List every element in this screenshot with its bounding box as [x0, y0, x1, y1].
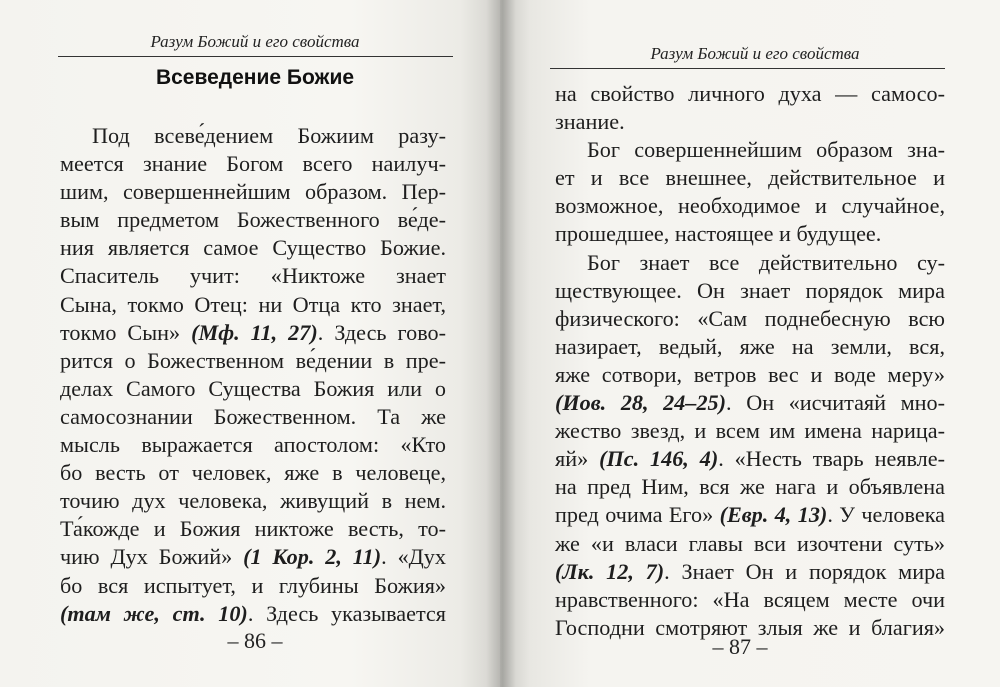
- text-line: [60, 431, 446, 459]
- text-line: [555, 249, 945, 277]
- text-line: [555, 361, 945, 389]
- right-page-number: – 87 –: [712, 634, 768, 659]
- text-run: Бог совершеннейшим образом зна-: [587, 137, 945, 163]
- text-line: [60, 150, 446, 178]
- text-run: ществующее. Он знает порядок мира: [555, 277, 945, 303]
- text-run: бо вся испытует, и глубины Божия»: [60, 572, 446, 598]
- text-run: . «Дух: [381, 544, 446, 570]
- text-run: возможное, необходимое и случайное,: [555, 193, 945, 219]
- text-line: [60, 572, 446, 600]
- text-run: назирает, ведый, яже на земли, вся,: [555, 333, 945, 359]
- book-gutter: [486, 0, 516, 687]
- text-run: же «и власи главы вси изочтени суть»: [555, 530, 945, 556]
- text-run: Та́кожде и Божия никтоже весть, то-: [60, 516, 446, 542]
- text-line: [60, 206, 446, 234]
- text-run: бо весть от человек, яже в человеце,: [60, 460, 446, 486]
- text-line: [60, 403, 446, 431]
- text-run: яже сотвори, ветров вес и воде меру»: [555, 361, 945, 387]
- text-line: [60, 543, 446, 571]
- text-line: [555, 220, 945, 248]
- text-run: ния является самое Существо Божие.: [60, 235, 446, 261]
- text-run: . Здесь указывается: [247, 600, 446, 626]
- text-run: рится о Божественном ве́дении в пре-: [60, 347, 446, 373]
- left-page-number: – 86 –: [227, 628, 283, 653]
- scripture-reference: (1 Кор. 2, 11): [243, 544, 382, 570]
- scripture-reference: (Евр. 4, 13): [719, 502, 828, 528]
- scripture-reference: (Мф. 11, 27): [191, 319, 318, 345]
- text-line: [555, 80, 945, 108]
- text-line: [60, 291, 446, 319]
- text-run: шим, совершеннейшим образом. Пер-: [60, 179, 446, 205]
- text-line: [555, 445, 945, 473]
- text-run: самосознании Божественном. Та же: [60, 403, 446, 429]
- text-run: меется знание Богом всего наилуч-: [60, 151, 446, 177]
- text-run: Сына, токмо Отец: ни Отца кто знает,: [60, 291, 446, 317]
- section-title: Всеведение Божие: [155, 66, 355, 89]
- text-line: [555, 558, 945, 586]
- text-run: яй»: [555, 446, 600, 472]
- text-run: на пред Ним, вся же нага и объявлена: [555, 474, 945, 500]
- text-line: [60, 347, 446, 375]
- scripture-reference: (Иов. 28, 24–25): [555, 390, 727, 416]
- text-run: Спаситель учит: «Никтоже знает: [60, 263, 446, 289]
- text-run: мысль выражается апостолом: «Кто: [60, 432, 446, 458]
- text-line: [555, 277, 945, 305]
- scripture-reference: (Лк. 12, 7): [555, 558, 665, 584]
- text-run: токмо Сын»: [60, 319, 192, 345]
- text-line: [60, 262, 446, 290]
- text-line: [60, 487, 446, 515]
- text-run: прошедшее, настоящее и будущее.: [555, 221, 882, 247]
- text-run: Под всеве́дением Божиим разу-: [92, 123, 446, 148]
- scripture-reference: (Пс. 146, 4): [599, 446, 719, 472]
- text-run: физического: «Сам поднебесную всю: [555, 305, 945, 331]
- text-run: вым предметом Божественного ве́де-: [60, 207, 446, 233]
- text-line: [555, 530, 945, 558]
- text-line: [555, 333, 945, 361]
- text-line: [555, 417, 945, 445]
- text-line: [60, 375, 446, 403]
- text-run: . Здесь гово-: [317, 319, 446, 345]
- text-run: . Знает Он и порядок мира: [664, 558, 946, 584]
- text-run: Господни смотряют злыя же и благия»: [555, 614, 945, 640]
- left-header-rule: [58, 56, 453, 57]
- text-line: [60, 234, 446, 262]
- left-body-text: [60, 122, 446, 628]
- left-running-head: Разум Божий и его свойства: [150, 32, 360, 51]
- text-line: [555, 473, 945, 501]
- text-line: [60, 122, 446, 150]
- right-body-text: [555, 80, 945, 642]
- right-running-head: Разум Божий и его свойства: [650, 44, 860, 63]
- text-line: [555, 305, 945, 333]
- text-line: [555, 192, 945, 220]
- right-header-rule: [550, 68, 945, 69]
- scripture-reference: (там же, ст. 10): [60, 600, 248, 626]
- text-line: [60, 515, 446, 543]
- text-run: точию дух человека, живущий в нем.: [60, 488, 446, 514]
- right-page: [500, 0, 1000, 687]
- text-line: [555, 389, 945, 417]
- text-run: жество звезд, и всем им имена нарица-: [555, 418, 945, 444]
- text-run: чию Дух Божий»: [60, 544, 244, 570]
- text-run: знание.: [555, 109, 625, 135]
- text-run: делах Самого Существа Божия или о: [60, 375, 446, 401]
- text-line: [60, 459, 446, 487]
- text-line: [60, 600, 446, 628]
- text-line: [555, 136, 945, 164]
- text-line: [555, 586, 945, 614]
- text-run: пред очима Его»: [555, 502, 720, 528]
- text-line: [60, 178, 446, 206]
- text-run: на свойство личного духа — самосо-: [555, 81, 945, 106]
- text-run: нравственного: «На всяцем месте очи: [555, 586, 945, 612]
- text-run: Бог знает все действительно су-: [587, 249, 945, 275]
- text-line: [555, 164, 945, 192]
- text-line: [555, 108, 945, 136]
- text-run: . Он «исчитаяй мно-: [726, 390, 946, 416]
- text-run: . «Несть тварь неявле-: [718, 446, 945, 472]
- text-line: [60, 319, 446, 347]
- text-line: [555, 501, 945, 529]
- text-run: . У человека: [827, 502, 946, 528]
- text-run: ет и все внешнее, действительное и: [555, 165, 945, 191]
